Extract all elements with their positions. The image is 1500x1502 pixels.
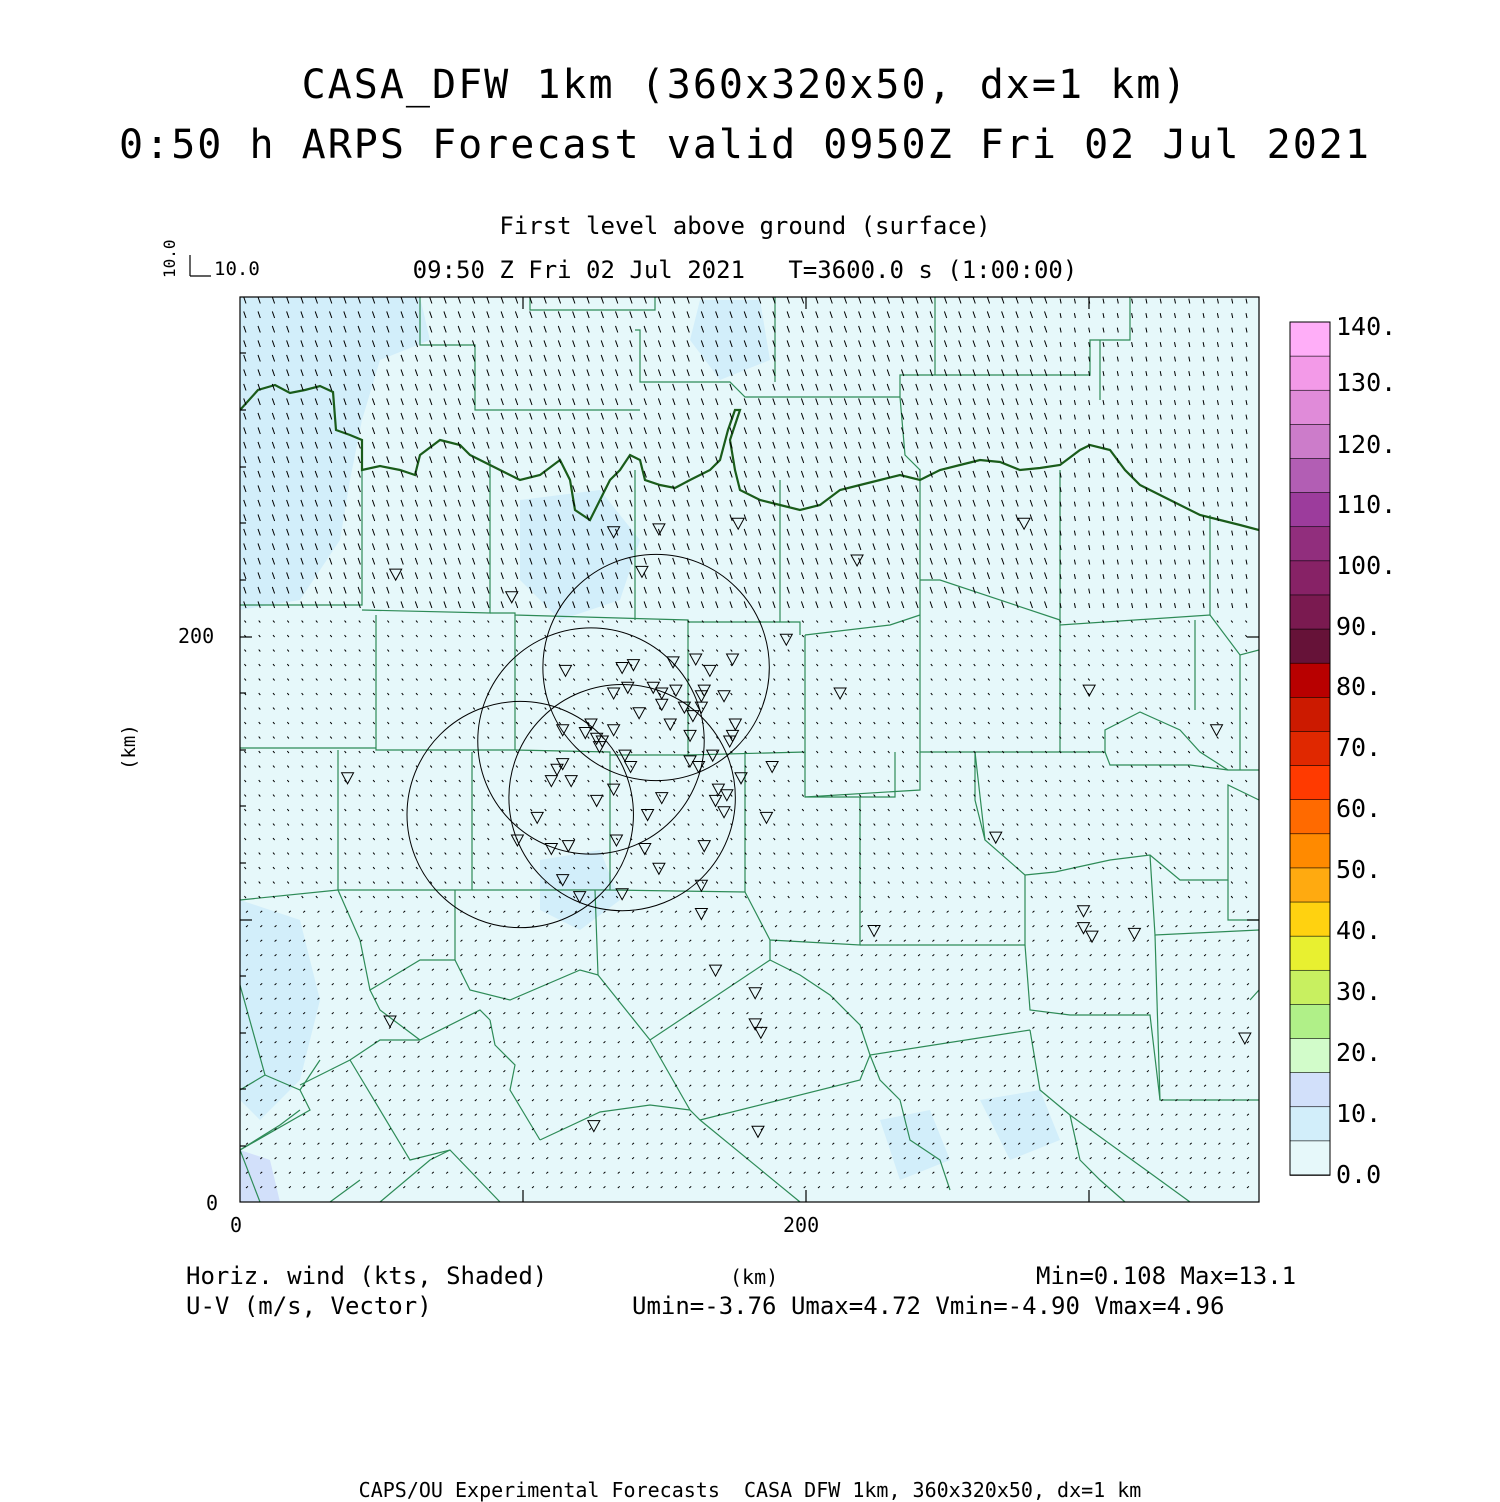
colorbar-swatch [1290,493,1330,528]
colorbar-label: 50. [1336,855,1382,884]
colorbar-label: 10. [1336,1099,1382,1128]
shaded-field-legend: Horiz. wind (kts, Shaded) [186,1262,548,1290]
colorbar-label: 40. [1336,916,1382,945]
colorbar-swatch [1290,936,1330,971]
colorbar-swatch [1290,561,1330,596]
colorbar-swatch [1290,731,1330,766]
colorbar-swatch [1290,595,1330,630]
vector-reference-y-label: 10.0 [160,239,179,278]
map-title: CASA_DFW 1km (360x320x50, dx=1 km) [301,62,1189,108]
time-subtitle: 09:50 Z Fri 02 Jul 2021 T=3600.0 s (1:00:00) [412,256,1078,284]
colorbar-swatch [1290,970,1330,1005]
vector-reference-x-label: 10.0 [214,258,260,280]
colorbar-label: 90. [1336,612,1382,641]
colorbar-label: 110. [1336,490,1397,519]
colorbar-swatch [1290,902,1330,937]
y-tick-label-200: 200 [178,624,215,648]
level-subtitle: First level above ground (surface) [499,212,991,240]
y-axis-label: (km) [118,724,140,770]
colorbar-label: 30. [1336,977,1382,1006]
colorbar-swatch [1290,1141,1330,1176]
vector-reference-arrow [190,255,211,276]
colorbar-label: 60. [1336,794,1382,823]
colorbar-swatch [1290,697,1330,732]
colorbar-label: 140. [1336,312,1397,341]
colorbar-swatch [1290,458,1330,493]
colorbar-swatch [1290,1107,1330,1142]
colorbar-swatch [1290,834,1330,869]
colorbar [1290,322,1330,1176]
y-tick-label-0: 0 [206,1191,219,1215]
colorbar-swatch [1290,356,1330,391]
colorbar-swatch [1290,629,1330,664]
uv-min-max: Umin=-3.76 Umax=4.72 Vmin=-4.90 Vmax=4.96 [632,1292,1225,1320]
colorbar-swatch [1290,424,1330,459]
colorbar-label: 100. [1336,551,1397,580]
colorbar-label: 120. [1336,430,1397,459]
colorbar-swatch [1290,390,1330,425]
field-min-max: Min=0.108 Max=13.1 [1036,1262,1297,1290]
colorbar-label: 0.0 [1336,1160,1382,1189]
colorbar-label: 70. [1336,733,1382,762]
colorbar-swatch [1290,868,1330,903]
forecast-valid-time: 0:50 h ARPS Forecast valid 0950Z Fri 02 Jul 2021 [119,122,1371,168]
x-axis-label: (km) [730,1265,779,1289]
footer-credit: CAPS/OU Experimental Forecasts CASA DFW 1km, 360x320x50, dx=1 km [358,1478,1142,1502]
colorbar-swatch [1290,322,1330,357]
colorbar-swatch [1290,527,1330,562]
colorbar-swatch [1290,1004,1330,1039]
colorbar-swatch [1290,1073,1330,1108]
colorbar-swatch [1290,766,1330,801]
colorbar-label: 80. [1336,672,1382,701]
colorbar-label: 20. [1336,1038,1382,1067]
colorbar-swatch [1290,1039,1330,1074]
colorbar-swatch [1290,800,1330,835]
x-tick-label-0: 0 [230,1213,243,1237]
colorbar-label: 130. [1336,368,1397,397]
x-tick-label-200: 200 [783,1213,820,1237]
vector-field-legend: U-V (m/s, Vector) [186,1292,432,1320]
colorbar-swatch [1290,663,1330,698]
